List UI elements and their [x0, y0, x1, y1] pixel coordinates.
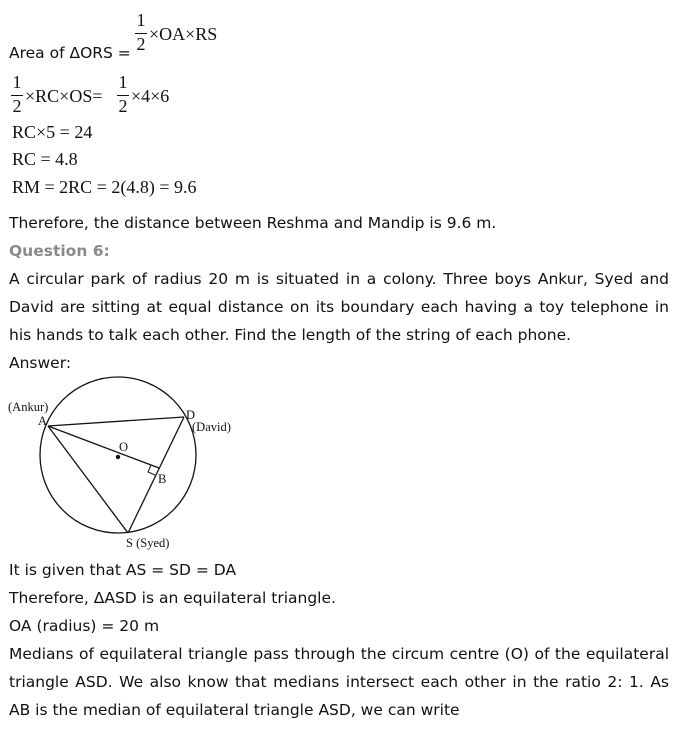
- eq1-middle: ×RC×OS=: [25, 86, 103, 106]
- radius-text: OA (radius) = 20 m: [9, 617, 160, 635]
- label-ankur: (Ankur): [8, 400, 49, 414]
- therefore-text: Therefore, ΔASD is an equilateral triangle.: [9, 589, 336, 607]
- side-as: [48, 426, 128, 533]
- question-text: A circular park of radius 20 m is situated in a colony. Three boys Ankur, Syed and David are sitting at equal distance on its boundary each having a toy telephone in his hands to talk each other. Find the length of the string of each phone.: [9, 270, 669, 344]
- eq1-rhs-numerator: 1: [118, 72, 128, 92]
- label-o: O: [119, 440, 129, 454]
- area-frac-denominator: 2: [136, 34, 146, 54]
- conclusion-text: Therefore, the distance between Reshma and Mandip is 9.6 m.: [9, 214, 497, 232]
- eq1-lhs-denominator: 2: [12, 96, 22, 116]
- eq1-rest: ×4×6: [131, 86, 170, 106]
- area-label: Area of ΔORS =: [9, 44, 131, 62]
- medians-text: Medians of equilateral triangle pass through the circum centre (O) of the equilateral triangle ASD. We also know that medians intersect each other in the ratio 2: 1. As AB is the median of equilateral triangle ASD, we can write: [9, 645, 669, 719]
- question-heading: Question 6:: [9, 242, 110, 260]
- area-frac-numerator: 1: [136, 10, 146, 30]
- eq2: RC×5 = 24: [12, 122, 93, 142]
- eq3: RC = 4.8: [12, 149, 78, 169]
- label-d: D: [186, 408, 196, 422]
- label-s: S (Syed): [126, 536, 170, 550]
- label-a: A: [38, 414, 48, 428]
- eq1-rhs-denominator: 2: [118, 96, 128, 116]
- label-david: (David): [192, 420, 231, 434]
- center-point: [116, 455, 120, 459]
- label-b: B: [158, 472, 167, 486]
- side-ad: [48, 417, 184, 426]
- eq1-lhs-numerator: 1: [12, 72, 22, 92]
- median-ab: [48, 426, 159, 468]
- eq4: RM = 2RC = 2(4.8) = 9.6: [12, 177, 197, 197]
- circle-figure: [0, 375, 260, 555]
- area-expression: ×OA×RS: [149, 24, 218, 44]
- given-text: It is given that AS = SD = DA: [9, 561, 237, 579]
- side-sd: [128, 417, 184, 533]
- answer-label: Answer:: [9, 354, 72, 372]
